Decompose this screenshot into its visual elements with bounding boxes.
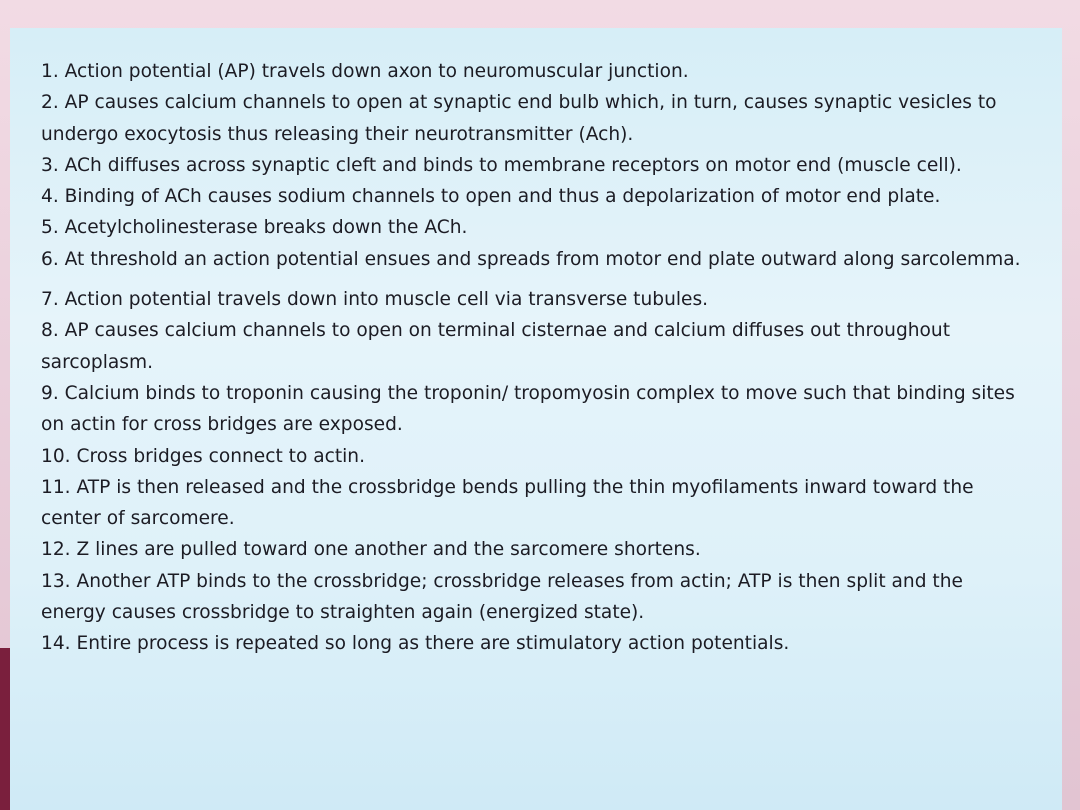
step-2: 2. AP causes calcium channels to open at synaptic end bulb which, in turn, causes synaptic vesicles to undergo exocytosis thus releasing their neurotransmitter (Ach). <box>41 92 997 145</box>
step-8: 8. AP causes calcium channels to open on terminal cisternae and calcium diffuses out throughout sarcoplasm. <box>41 320 950 373</box>
step-9: 9. Calcium binds to troponin causing the troponin/ tropomyosin complex to move such that binding sites on actin for cross bridges are exposed. <box>41 382 1015 436</box>
step-11: 11. ATP is then released and the crossbridge bends pulling the thin myofilaments inward toward the center of sarcomere. <box>41 476 974 530</box>
step-3: 3. ACh diffuses across synaptic cleft and binds to membrane receptors on motor end (muscle cell). <box>41 154 962 176</box>
step-1: 1. Action potential (AP) travels down axon to neuromuscular junction. <box>41 61 689 82</box>
step-6: 6. At threshold an action potential ensues and spreads from motor end plate outward along sarcolemma. <box>41 248 1021 270</box>
step-13: 13. Another ATP binds to the crossbridge; crossbridge releases from actin; ATP is then split and the energy causes crossbridge to straighten again (energized state). <box>41 570 963 624</box>
step-14: 14. Entire process is repeated so long as there are stimulatory action potentials. <box>41 633 790 655</box>
step-4: 4. Binding of ACh causes sodium channels to open and thus a depolarization of motor end plate. <box>41 186 941 208</box>
step-10: 10. Cross bridges connect to actin. <box>41 445 365 467</box>
step-7: 7. Action potential travels down into muscle cell via transverse tubules. <box>41 289 709 311</box>
slide-content-panel <box>10 28 1062 810</box>
step-5: 5. Acetylcholinesterase breaks down the ACh. <box>41 217 468 239</box>
process-steps-list <box>41 56 1031 660</box>
step-12: 12. Z lines are pulled toward one another and the sarcomere shortens. <box>41 539 701 561</box>
